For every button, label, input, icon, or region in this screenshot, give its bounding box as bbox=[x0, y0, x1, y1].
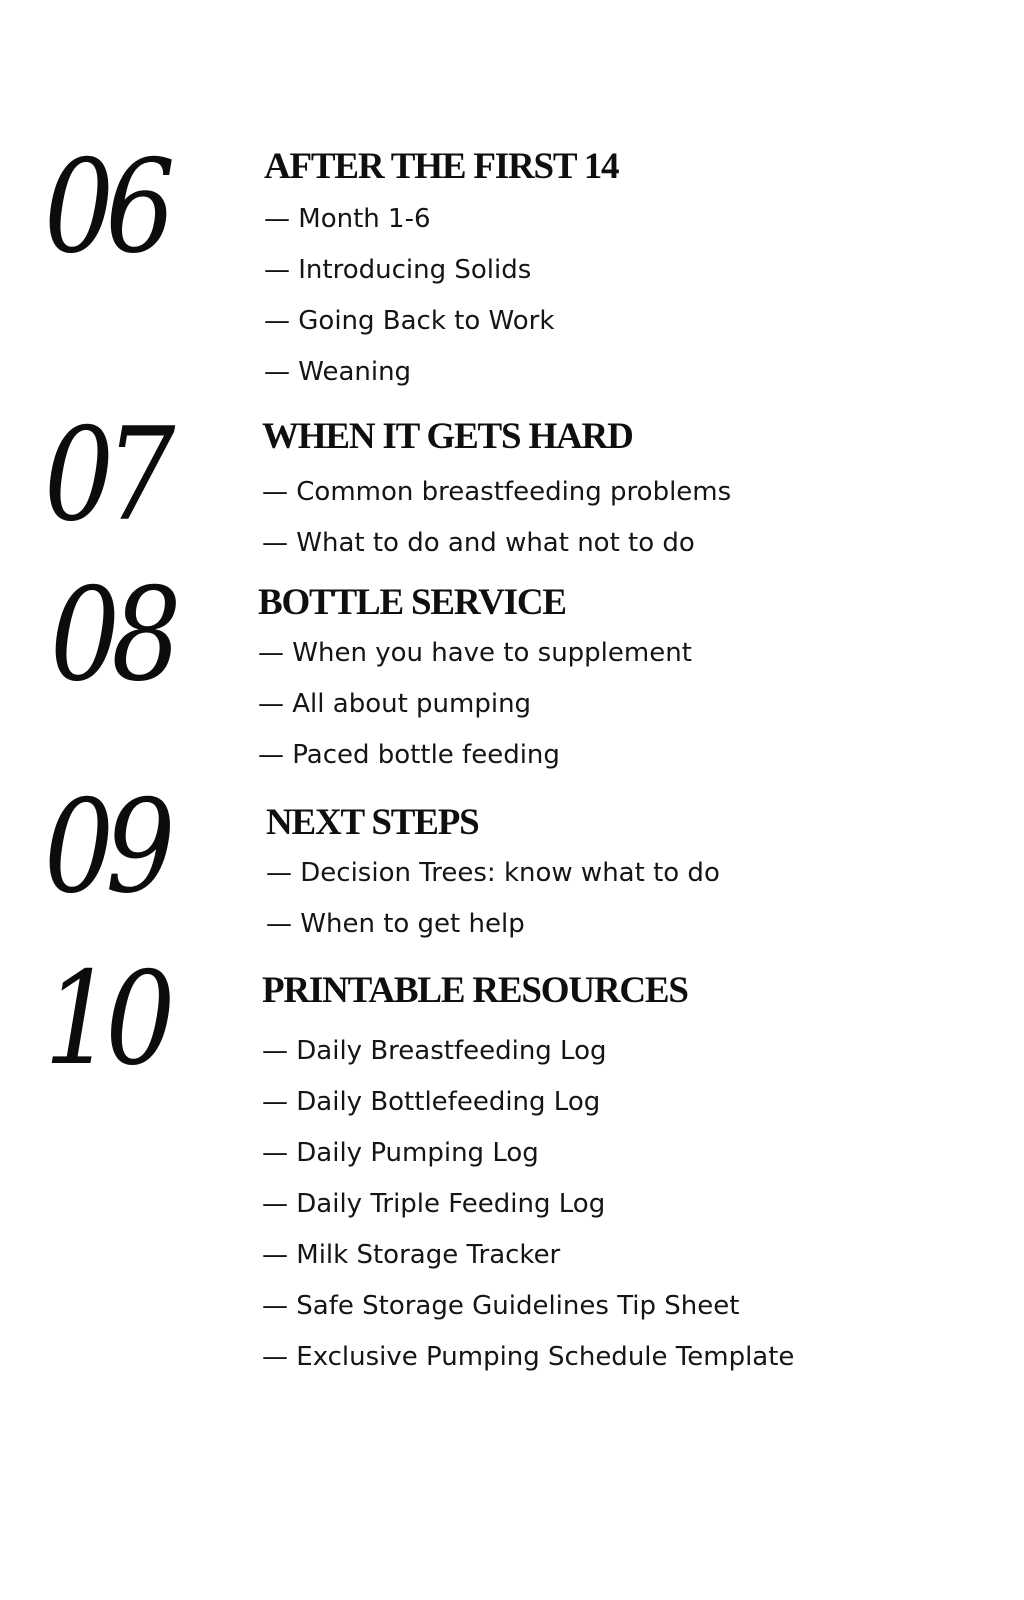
toc-item: — Exclusive Pumping Schedule Template bbox=[262, 1342, 795, 1372]
toc-item: — Daily Triple Feeding Log bbox=[262, 1189, 606, 1219]
section-number: 10 bbox=[44, 945, 167, 1094]
section-title: WHEN IT GETS HARD bbox=[262, 416, 633, 457]
toc-item: — When to get help bbox=[266, 909, 525, 939]
toc-item: — What to do and what not to do bbox=[262, 528, 695, 558]
toc-item: — Safe Storage Guidelines Tip Sheet bbox=[262, 1291, 740, 1321]
section-number: 09 bbox=[44, 773, 167, 922]
section-title: NEXT STEPS bbox=[266, 802, 479, 843]
toc-item: — Introducing Solids bbox=[264, 255, 532, 285]
section-title: PRINTABLE RESOURCES bbox=[262, 970, 688, 1011]
toc-item: — Daily Breastfeeding Log bbox=[262, 1036, 607, 1066]
section-content bbox=[262, 416, 732, 558]
section-number: 08 bbox=[50, 561, 173, 710]
toc-item: — All about pumping bbox=[258, 689, 532, 719]
section-title: AFTER THE FIRST 14 bbox=[264, 146, 619, 187]
section-title: BOTTLE SERVICE bbox=[258, 582, 566, 623]
section-content bbox=[262, 970, 795, 1372]
toc-item: — When you have to supplement bbox=[258, 638, 692, 668]
toc-item: — Daily Bottlefeeding Log bbox=[262, 1087, 601, 1117]
section-content bbox=[266, 802, 720, 939]
toc-item: — Milk Storage Tracker bbox=[262, 1240, 561, 1270]
toc-item: — Going Back to Work bbox=[264, 306, 555, 336]
section-number: 06 bbox=[44, 133, 167, 282]
section-content bbox=[258, 582, 692, 770]
section-content bbox=[264, 146, 619, 387]
toc-item: — Paced bottle feeding bbox=[258, 740, 560, 770]
toc-item: — Month 1-6 bbox=[264, 204, 431, 234]
toc-item: — Common breastfeeding problems bbox=[262, 477, 732, 507]
section-number: 07 bbox=[44, 401, 167, 550]
toc-item: — Decision Trees: know what to do bbox=[266, 858, 720, 888]
toc-item: — Daily Pumping Log bbox=[262, 1138, 539, 1168]
toc-item: — Weaning bbox=[264, 357, 412, 387]
